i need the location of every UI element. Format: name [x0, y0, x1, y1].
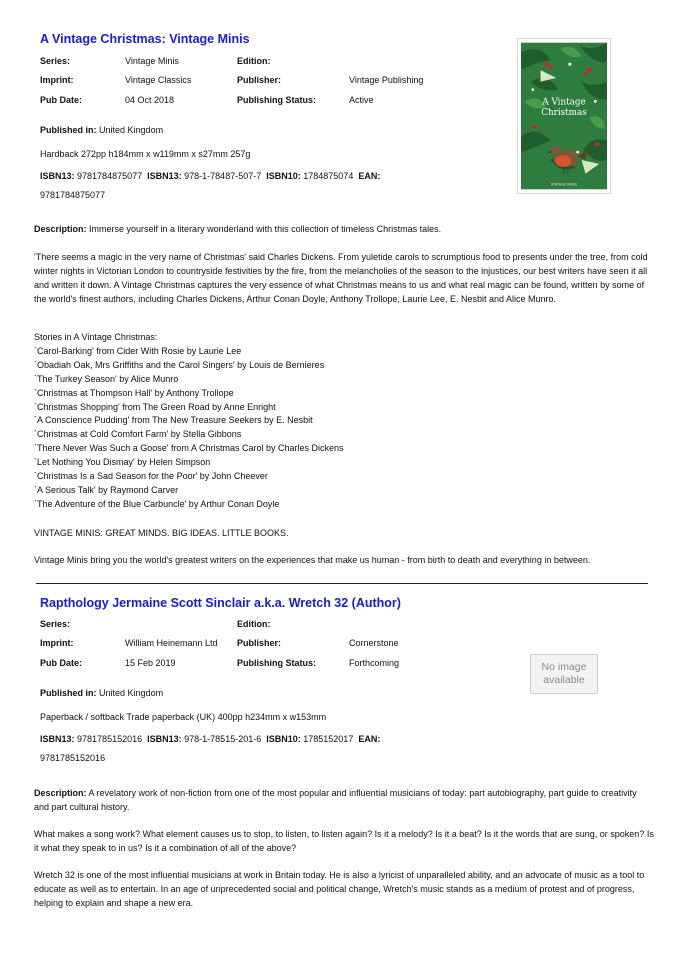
story-item: `Christmas Is a Sad Season for the Poor' by John Cheever — [34, 471, 268, 482]
pub-date-label: Pub Date: — [40, 657, 83, 668]
story-item: `A Conscience Pudding' from The New Treasure Seekers by E. Nesbit — [34, 415, 313, 426]
ean-label: EAN: — [358, 171, 381, 181]
book-title-link[interactable]: A Vintage Christmas: Vintage Minis — [40, 32, 250, 46]
story-item: `Let Nothing You Dismay' by Helen Simpson — [34, 457, 211, 468]
stories-heading: Stories in A Vintage Christmas: — [34, 332, 158, 342]
edition-label: Edition: — [237, 55, 271, 66]
isbn13-value: 9781784875077 — [77, 171, 143, 181]
description-text: Immerse yourself in a literary wonderland with this collection of timeless Christmas tales. — [89, 224, 442, 234]
description-label: Description: — [34, 224, 87, 234]
no-image-placeholder — [530, 654, 598, 694]
isbn10-label: ISBN10: — [266, 734, 301, 744]
cover-artwork — [521, 42, 607, 190]
cover-title-line-1: A Vintage — [542, 97, 586, 108]
isbn13-hyphen-label: ISBN13: — [147, 734, 182, 744]
book-metadata-table — [40, 614, 490, 673]
series-blurb: Vintage Minis bring you the world's greatest writers on the experiences that make us human - from birth to death and everything in between. — [34, 555, 591, 565]
edition-value — [349, 51, 490, 71]
publishing-status-value: Active — [349, 94, 374, 105]
published-in-value: United Kingdom — [99, 688, 164, 698]
description-paragraph: 'There seems a magic in the very name of Christmas' said Charles Dickens. From yuletide carols to scrumptious food to presents under the tree, from cold winter nights in Victorian London to countryside festivities by the fire, from the melancholies of the season to the injustices, our best writers have seen it all and written it down. A Vintage Christmas captures the very essence of what Christmas means to us and what real magic can be found, written by some of the world's finest authors, including Charles Dickens, Arthur Conan Doyle, Anthony Trollope, Laurie Lee, E. Nesbit and Alice Munro. — [34, 252, 648, 304]
published-in-value: United Kingdom — [99, 125, 164, 135]
isbn13-hyphen-value: 978-1-78487-507-7 — [184, 171, 262, 181]
isbn10-value: 1785152017 — [303, 734, 354, 744]
publisher-label: Publisher: — [237, 75, 282, 86]
isbn-line — [40, 170, 380, 182]
description-text: A revelatory work of non-fiction from one of the most popular and influential musicians of today: part autobiography, part guide to creativity and part cultural history. — [34, 788, 637, 812]
series-value — [125, 614, 237, 634]
edition-value — [349, 614, 490, 634]
series-label: Series: — [40, 55, 71, 66]
published-in-label: Published in: — [40, 125, 97, 135]
isbn13-label: ISBN13: — [40, 734, 75, 744]
imprint-label: Imprint: — [40, 75, 74, 86]
ean-value: 9781785152016 — [40, 753, 106, 763]
story-item: `Carol-Barking' from Cider With Rosie by Laurie Lee — [34, 345, 242, 356]
no-image-line-1: No image — [541, 661, 587, 673]
publisher-value: Cornerstone — [349, 638, 399, 649]
isbn13-hyphen-label: ISBN13: — [147, 171, 182, 181]
ean-label: EAN: — [358, 734, 381, 744]
isbn10-label: ISBN10: — [266, 171, 301, 181]
story-item: `Christmas Shopping' from The Green Road by Anne Enright — [34, 401, 276, 412]
tagline: VINTAGE MINIS: GREAT MINDS. BIG IDEAS. LITTLE BOOKS. — [34, 528, 289, 538]
book-title-link[interactable]: Rapthology Jermaine Scott Sinclair a.k.a. Wretch 32 (Author) — [40, 596, 401, 610]
format-line: Paperback / softback Trade paperback (UK) 400pp h234mm x w153mm — [40, 712, 327, 722]
imprint-label: Imprint: — [40, 638, 74, 649]
publishing-status-value: Forthcoming — [349, 657, 400, 668]
isbn13-hyphen-value: 978-1-78515-201-6 — [184, 734, 262, 744]
stories-list — [34, 331, 344, 512]
description-label: Description: — [34, 788, 87, 798]
ean-value: 9781784875077 — [40, 190, 106, 200]
pub-date-value: 04 Oct 2018 — [125, 94, 175, 105]
published-in — [40, 687, 163, 699]
isbn10-value: 1784875074 — [303, 171, 354, 181]
story-item: `The Adventure of the Blue Carbuncle' by Arthur Conan Doyle — [34, 498, 280, 509]
pub-date-label: Pub Date: — [40, 94, 83, 105]
publisher-label: Publisher: — [237, 638, 282, 649]
publishing-status-label: Publishing Status: — [237, 657, 317, 668]
imprint-value: Vintage Classics — [125, 75, 192, 86]
no-image-line-2: available — [543, 674, 585, 686]
story-item: `There Never Was Such a Goose' from A Christmas Carol by Charles Dickens — [34, 443, 344, 454]
book-cover-image[interactable] — [517, 38, 611, 194]
cover-title-line-2: Christmas — [541, 108, 587, 119]
isbn13-label: ISBN13: — [40, 171, 75, 181]
description — [34, 786, 654, 814]
story-item: `Christmas at Cold Comfort Farm' by Stella Gibbons — [34, 429, 242, 440]
series-label: Series: — [40, 618, 71, 629]
publishing-status-label: Publishing Status: — [237, 94, 317, 105]
description-paragraph: Wretch 32 is one of the most influential musicians at work in Britain today. He is also a lyricist of unparalleled ability, and an advocate of music as a tool to educate as well as to entertain. In an age of unprecedented social and political change, Wretch's music stands as a medium of protest and of progress, helping to explain and shape a new era. — [34, 870, 645, 908]
book-metadata-table — [40, 51, 490, 110]
cover-brand: VINTAGE MINIS — [550, 182, 578, 187]
section-divider — [36, 583, 648, 584]
isbn-line — [40, 733, 380, 745]
story-item: `A Serious Talk' by Raymond Carver — [34, 484, 179, 495]
published-in — [40, 124, 163, 136]
story-item: `Obadiah Oak, Mrs Griffiths and the Carol Singers' by Louis de Bernieres — [34, 359, 325, 370]
edition-label: Edition: — [237, 618, 271, 629]
story-item: `Christmas at Thompson Hall' by Anthony Trollope — [34, 387, 234, 398]
isbn13-value: 9781785152016 — [77, 734, 143, 744]
format-line: Hardback 272pp h184mm x w119mm x s27mm 257g — [40, 149, 251, 159]
published-in-label: Published in: — [40, 688, 97, 698]
pub-date-value: 15 Feb 2019 — [125, 657, 176, 668]
story-item: `The Turkey Season' by Alice Munro — [34, 373, 179, 384]
series-value: Vintage Minis — [125, 55, 179, 66]
description — [34, 222, 654, 236]
publisher-value: Vintage Publishing — [349, 75, 424, 86]
imprint-value: William Heinemann Ltd — [125, 638, 218, 649]
description-paragraph: What makes a song work? What element causes us to stop, to listen, to listen again? Is it a melody? Is it a beat? Is it the words that are sung, or spoken? Is it what they speak to in us? Is it a combination of all of the above? — [34, 829, 654, 853]
